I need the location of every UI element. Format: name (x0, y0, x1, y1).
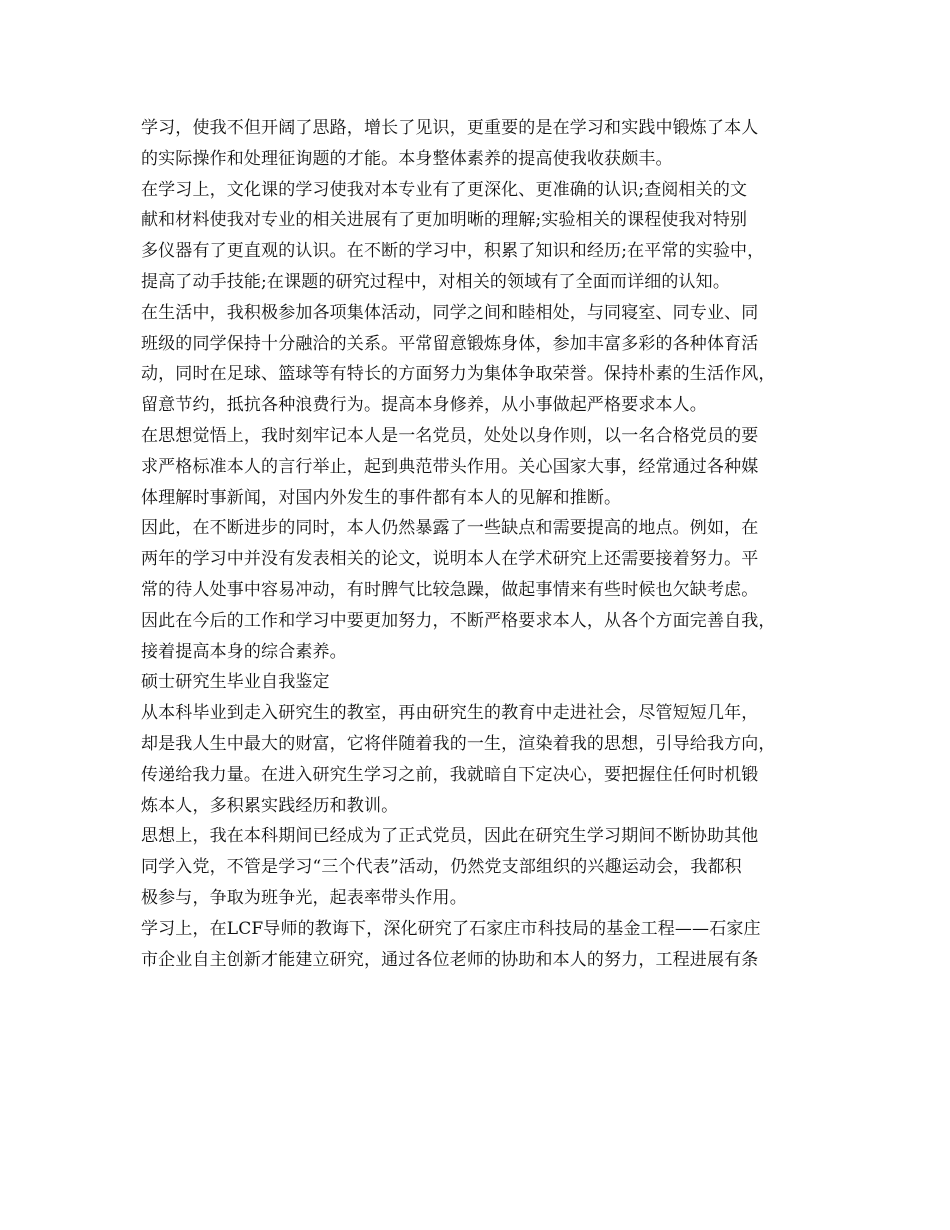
text-line: 传递给我力量。在进入研究生学习之前，我就暗自下定决心，要把握住任何时机锻 (141, 764, 759, 785)
text-line: 体理解时事新闻，对国内外发生的事件都有本人的见解和推断。 (141, 487, 622, 508)
text-line: 动，同时在足球、篮球等有特长的方面努力为集体争取荣誉。保持朴素的生活作风， (141, 364, 776, 385)
text-line: 班级的同学保持十分融洽的关系。平常留意锻炼身体，参加丰富多彩的各种体育活 (141, 333, 759, 354)
text-line: 在生活中，我积极参加各项集体活动，同学之间和睦相处，与同寝室、同专业、同 (141, 302, 759, 323)
text-line: 学习上，在LCF导师的教诲下，深化研究了石家庄市科技局的基金工程——石家庄 (141, 918, 761, 939)
text-line: 极参与，争取为班争光，起表率带头作用。 (141, 887, 467, 908)
text-line: 从本科毕业到走入研究生的教室，再由研究生的教育中走进社会，尽管短短几年， (141, 703, 759, 724)
text-line: 献和材料使我对专业的相关进展有了更加明晰的理解;实验相关的课程使我对特别 (141, 210, 748, 231)
text-line: 接着提高本身的综合素养。 (141, 641, 347, 662)
text-line: 在学习上，文化课的学习使我对本专业有了更深化、更准确的认识;查阅相关的文 (141, 179, 748, 200)
text-line: 因此在今后的工作和学习中要更加努力，不断严格要求本人，从各个方面完善自我， (141, 610, 776, 631)
section-heading: 硕士研究生毕业自我鉴定 (141, 672, 330, 693)
text-line: 多仪器有了更直观的认识。在不断的学习中，积累了知识和经历;在平常的实验中， (141, 241, 765, 262)
text-line: 学习，使我不但开阔了思路，增长了见识，更重要的是在学习和实践中锻炼了本人 (141, 118, 759, 138)
document-body (141, 113, 813, 975)
text-line: 提高了动手技能;在课题的研究过程中，对相关的领域有了全面而详细的认知。 (141, 271, 730, 292)
text-line: 炼本人，多积累实践经历和教训。 (141, 795, 399, 816)
text-line: 常的待人处事中容易冲动，有时脾气比较急躁，做起事情来有些时候也欠缺考虑。 (141, 579, 759, 600)
text-line: 求严格标准本人的言行举止，起到典范带头作用。关心国家大事，经常通过各种媒 (141, 456, 759, 477)
text-line: 因此，在不断进步的同时，本人仍然暴露了一些缺点和需要提高的地点。例如，在 (141, 518, 759, 539)
text-line: 在思想觉悟上，我时刻牢记本人是一名党员，处处以身作则，以一名合格党员的要 (141, 425, 759, 446)
text-line: 两年的学习中并没有发表相关的论文，说明本人在学术研究上还需要接着努力。平 (141, 549, 759, 570)
text-line: 留意节约，抵抗各种浪费行为。提高本身修养，从小事做起严格要求本人。 (141, 395, 707, 416)
text-line: 思想上，我在本科期间已经成为了正式党员，因此在研究生学习期间不断协助其他 (141, 826, 759, 847)
text-line: 同学入党，不管是学习“三个代表”活动，仍然党支部组织的兴趣运动会，我都积 (141, 857, 742, 878)
text-line: 的实际操作和处理征询题的才能。本身整体素养的提高使我收获颇丰。 (141, 148, 673, 169)
text-line: 却是我人生中最大的财富，它将伴随着我的一生，渲染着我的思想，引导给我方向， (141, 733, 776, 754)
text-line: 市企业自主创新才能建立研究，通过各位老师的协助和本人的努力，工程进展有条 (141, 949, 759, 970)
